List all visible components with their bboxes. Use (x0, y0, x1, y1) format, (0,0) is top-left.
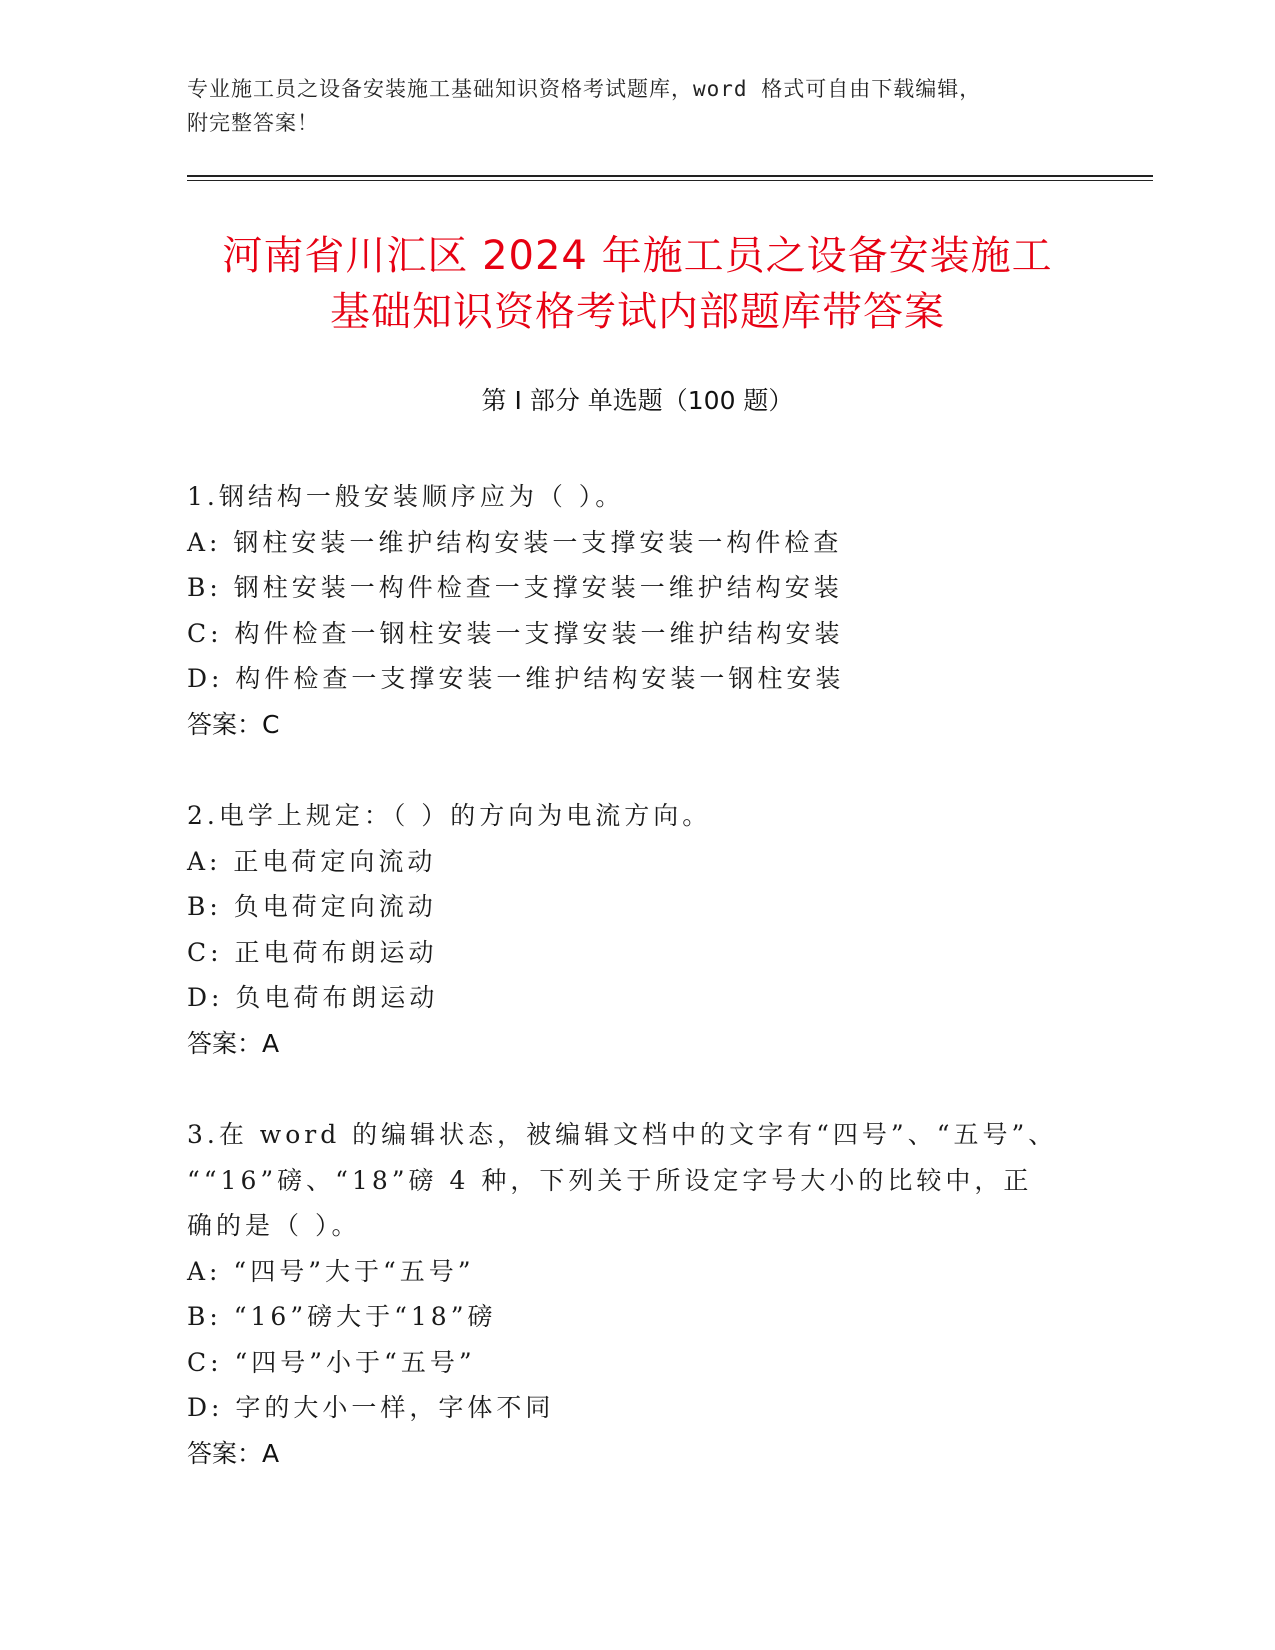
header-note (187, 72, 1087, 140)
option-d: D: 字的大小一样，字体不同 (187, 1393, 555, 1422)
document-title-line1: 河南省川汇区 2024 年施工员之设备安装施工 (222, 233, 1053, 279)
option-d: D: 构件检查一支撑安装一维护结构安装一钢柱安装 (187, 664, 845, 693)
option-b: B: 钢柱安装一构件检查一支撑安装一维护结构安装 (187, 573, 843, 602)
option-b: B: 负电荷定向流动 (187, 892, 437, 921)
question-stem-line2: ““16”磅、“18”磅 4 种，下列关于所设定字号大小的比较中，正 (187, 1165, 1033, 1195)
option-a: A: 钢柱安装一维护结构安装一支撑安装一构件检查 (187, 527, 843, 557)
document-title (150, 228, 1125, 340)
question-2 (187, 793, 1087, 1066)
question-3 (187, 1112, 1087, 1476)
question-stem-line1: 3.在 word 的编辑状态，被编辑文档中的文字有“四号”、“五号”、 (187, 1120, 1058, 1149)
option-c: C: “四号”小于“五号” (187, 1347, 476, 1377)
header-note-line2: 附完整答案！ (187, 111, 319, 135)
option-a: A: 正电荷定向流动 (187, 846, 437, 876)
option-a: A: “四号”大于“五号” (187, 1256, 475, 1286)
header-rule-thin (187, 180, 1153, 181)
option-d: D: 负电荷布朗运动 (187, 983, 439, 1012)
section-heading: 第 I 部分 单选题（100 题） (481, 386, 794, 415)
document-title-line2: 基础知识资格考试内部题库带答案 (330, 289, 945, 335)
option-c: C: 构件检查一钢柱安装一支撑安装一维护结构安装 (187, 618, 844, 648)
question-stem: 2.电学上规定：（ ）的方向为电流方向。 (187, 801, 712, 830)
question-1 (187, 474, 1087, 747)
option-b: B: “16”磅大于“18”磅 (187, 1302, 497, 1331)
header-rule-thick (187, 175, 1153, 177)
answer-line: 答案：A (187, 1438, 280, 1468)
header-note-line1: 专业施工员之设备安装施工基础知识资格考试题库，word 格式可自由下载编辑， (187, 77, 982, 101)
answer-line: 答案：A (187, 1028, 280, 1058)
question-list (187, 474, 1087, 1522)
answer-line: 答案：C (187, 709, 280, 739)
question-stem-line3: 确的是（ ）。 (187, 1211, 361, 1240)
question-stem: 1.钢结构一般安装顺序应为（ ）。 (187, 482, 625, 511)
option-c: C: 正电荷布朗运动 (187, 937, 438, 967)
